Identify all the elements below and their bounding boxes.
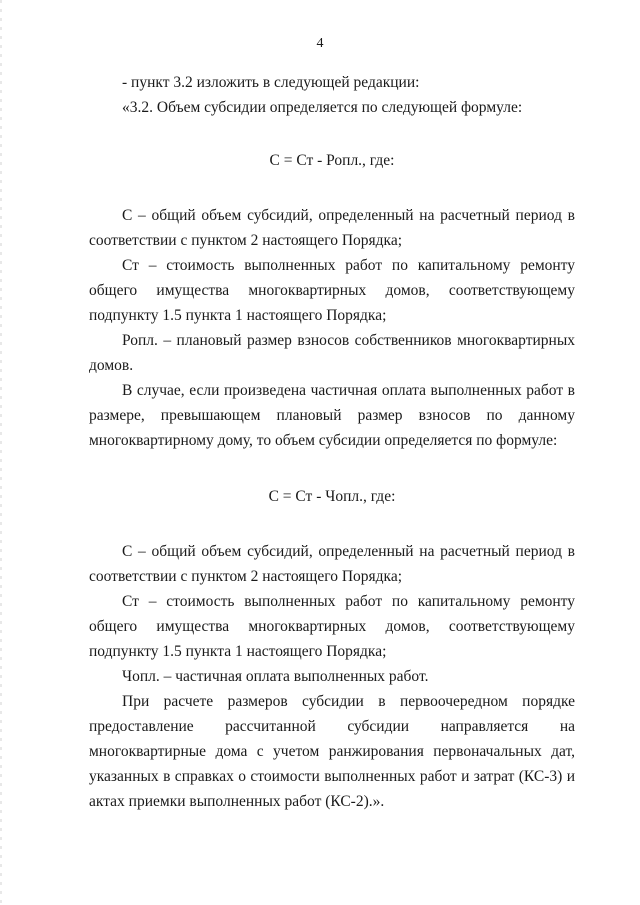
definition-st-1: Ст – стоимость выполненных работ по капитальному ремонту общего имущества многоквартирных домов, соответствующему подпункту 1.5 пункта 1 настоящего Порядка;: [89, 257, 575, 324]
definition-c-1: С – общий объем субсидий, определенный на расчетный период в соответствии с пунктом 2 настоящего Порядка;: [89, 207, 575, 249]
definition-c-2: С – общий объем субсидий, определенный на расчетный период в соответствии с пунктом 2 настоящего Порядка;: [89, 543, 575, 585]
scan-edge-marks: [0, 0, 2, 905]
formula-1: С = Ст - Ропл., где:: [269, 152, 395, 169]
definition-ropl: Ропл. – плановый размер взносов собственников многоквартирных домов.: [89, 332, 575, 374]
definitions-1-block: [89, 203, 575, 453]
formula-2: С = Ст - Чопл., где:: [268, 488, 396, 505]
intro-block: [89, 70, 575, 120]
page-number: 4: [316, 36, 324, 51]
formula-1-block: [89, 148, 575, 173]
final-paragraph: При расчете размеров субсидии в первоочередном порядке предоставление рассчитанной субсидии направляется на многоквартирные дома с учетом ранжирования первоначальных дат, указанных в справках о стоимости выполненных работ и затрат (КС-3) и актах приемки выполненных работ (КС-2).».: [89, 693, 575, 810]
definition-chopl: Чопл. – частичная оплата выполненных работ.: [122, 668, 429, 685]
intro-line: - пункт 3.2 изложить в следующей редакции:: [122, 74, 420, 91]
clause-heading: «3.2. Объем субсидии определяется по следующей формуле:: [122, 99, 523, 116]
definitions-2-block: [89, 539, 575, 814]
formula-2-block: [89, 484, 575, 509]
definition-st-2: Ст – стоимость выполненных работ по капитальному ремонту общего имущества многоквартирных домов, соответствующему подпункту 1.5 пункта 1 настоящего Порядка;: [89, 593, 575, 660]
case-paragraph: В случае, если произведена частичная оплата выполненных работ в размере, превышающем плановый размер взносов по данному многоквартирному дому, то объем субсидии определяется по формуле:: [89, 382, 575, 449]
